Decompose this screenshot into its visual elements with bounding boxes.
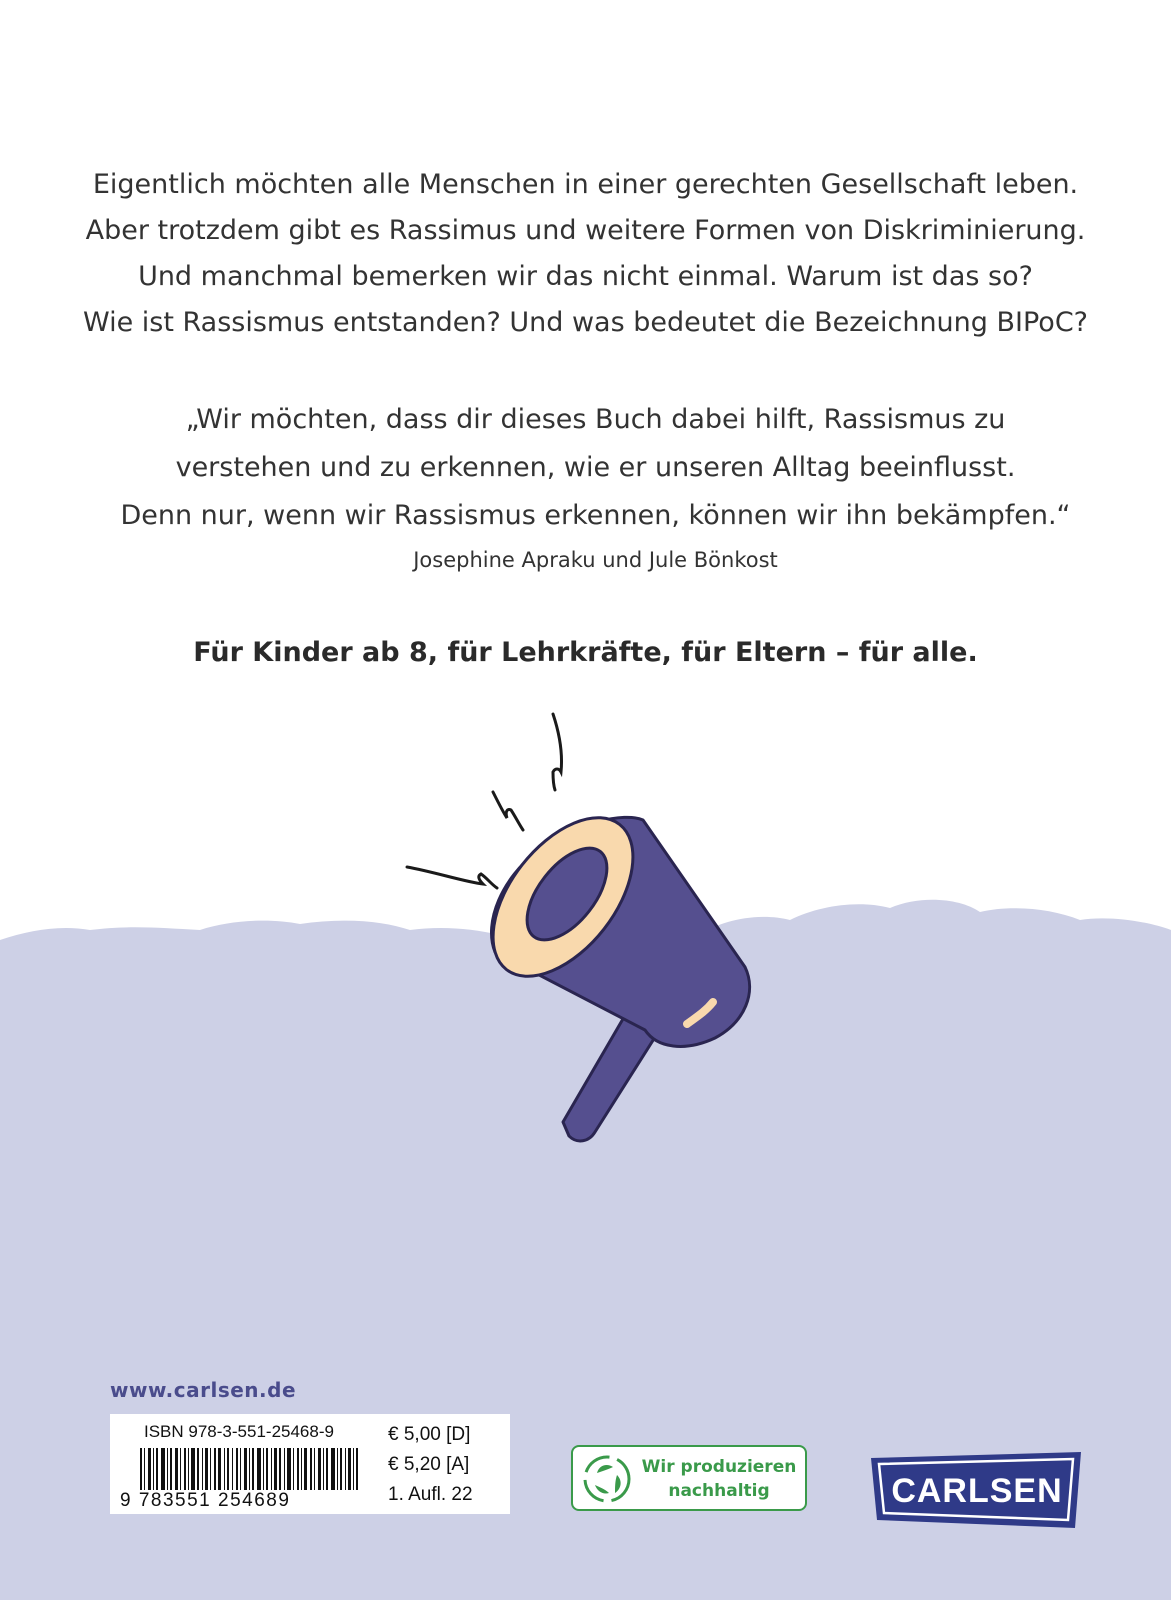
- edition-label: 1. Aufl. 22: [388, 1484, 473, 1505]
- publisher-website-link[interactable]: www.carlsen.de: [110, 1378, 297, 1402]
- quote-author: Josephine Apraku und Jule Bönkost: [413, 548, 778, 572]
- isbn-label: ISBN 978-3-551-25468-9: [144, 1422, 334, 1441]
- intro-line: Eigentlich möchten alle Menschen in einer gerechten Gesellschaft leben.: [92, 169, 1079, 200]
- quote-line: verstehen und zu erkennen, wie er unseren Alltag beeinflusst.: [175, 452, 1016, 483]
- carlsen-logo: [867, 1450, 1085, 1530]
- sustainability-badge: [571, 1445, 807, 1511]
- sustainability-text: [639, 1455, 799, 1503]
- barcode-digits: 9 783551 254689: [120, 1490, 291, 1511]
- barcode-icon: [140, 1448, 360, 1490]
- sustainability-line-1: Wir produzieren: [641, 1457, 797, 1477]
- megaphone-illustration: [395, 712, 775, 1182]
- quote-line: „Wir möchten, dass dir dieses Buch dabei hilft, Rassismus zu: [185, 404, 1006, 435]
- recycle-leaf-icon: [581, 1453, 633, 1505]
- intro-line: Aber trotzdem gibt es Rassimus und weitere Formen von Diskriminierung.: [85, 215, 1086, 246]
- intro-line: Wie ist Rassismus entstanden? Und was bedeutet die Bezeichnung BIPoC?: [82, 307, 1089, 338]
- authors-quote: [40, 396, 1151, 540]
- quote-line: Denn nur, wenn wir Rassismus erkennen, können wir ihn bekämpfen.“: [120, 500, 1071, 531]
- sustainability-line-2: nachhaltig: [668, 1481, 770, 1501]
- price-column: [388, 1420, 473, 1510]
- carlsen-logo-text: CARLSEN: [891, 1472, 1063, 1510]
- price-austria: € 5,20 [A]: [388, 1454, 470, 1475]
- price-germany: € 5,00 [D]: [388, 1424, 471, 1445]
- isbn-price-box: [110, 1414, 510, 1514]
- intro-line: Und manchmal bemerken wir das nicht einmal. Warum ist das so?: [138, 261, 1033, 292]
- target-audience-tagline: Für Kinder ab 8, für Lehrkräfte, für Eltern – für alle.: [193, 637, 978, 668]
- intro-paragraph: [40, 162, 1131, 346]
